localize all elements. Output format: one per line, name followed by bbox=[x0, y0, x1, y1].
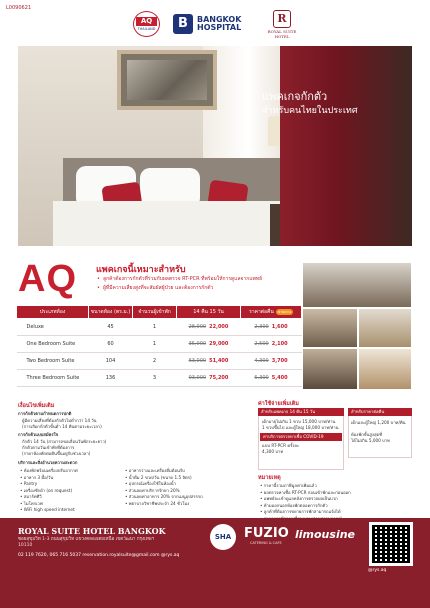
col-guests: จำนวนผู้เข้าพัก bbox=[133, 306, 177, 319]
service-item: • สมาร์ททีวี bbox=[20, 494, 42, 499]
food-photo bbox=[358, 308, 412, 348]
new-price: 3,700 bbox=[271, 358, 288, 364]
room-name: Three Bedroom Suite bbox=[17, 370, 89, 387]
col-size: ขนาดห้อง (ตร.ม.) bbox=[89, 306, 133, 319]
room-size: 60 bbox=[89, 336, 133, 353]
limousine-logo: limousine bbox=[295, 528, 356, 541]
price-14-nights bbox=[177, 319, 241, 336]
extra-cost-box2-title: สำหรับราคาต่อคืน bbox=[348, 408, 412, 416]
service-item: • ส่วนลดค่าอาหาร 20% จากเมนูอุปสรรรถ bbox=[125, 494, 203, 499]
service-item: • อุปกรณ์เครื่องใช้ในห้องน้ำ bbox=[125, 481, 177, 486]
price-table-header bbox=[17, 306, 302, 319]
note-item: • ผลตรวจหาเชื้อ RT-PCR ก่อนเข้าพักและก่อนออก bbox=[260, 489, 351, 495]
package-heading: แพคเกจนี้เหมาะสำหรับ bbox=[96, 265, 186, 275]
price-row bbox=[17, 353, 302, 370]
dining-photo bbox=[302, 308, 358, 348]
extra-cost-night-line: ได้ไม่เกิน 5,000 บาท bbox=[351, 438, 390, 443]
new-price: 1,600 bbox=[271, 324, 288, 330]
services-heading: บริการและสิ่งอำนวยความสะดวก bbox=[18, 460, 78, 465]
extra-cost-night-line: ห้องพักขั้นสูงสุดที่ bbox=[351, 432, 382, 437]
conditions-sub1: การกักตัวตามกำหนดการปกติ bbox=[18, 411, 72, 416]
new-price: 2,100 bbox=[271, 341, 288, 347]
new-price: 22,000 bbox=[209, 324, 229, 330]
service-item: • ไมโครเวฟ bbox=[20, 500, 43, 506]
extra-cost-line: 1 ขวบขึ้นไป และผู้ใหญ่ 18,000 บาท/ท่าน bbox=[262, 425, 339, 430]
bangkok-hospital-icon: B bbox=[173, 14, 193, 34]
fuzio-logo: FUZIO bbox=[244, 526, 289, 541]
old-price: 28,000 bbox=[188, 324, 207, 330]
old-price: 63,000 bbox=[188, 358, 207, 364]
col-14-nights: 14 คืน 15 วัน bbox=[177, 306, 241, 319]
bh-line1: BANGKOK bbox=[197, 15, 242, 24]
col-per-night-label: ราคาต่อคืน bbox=[249, 309, 274, 315]
conditions-heading: เงื่อนไขเพิ่มเติม bbox=[18, 403, 55, 409]
price-per-night bbox=[241, 319, 302, 336]
service-item: • ห้องพักพร้อมเครื่องปรับอากาศ bbox=[20, 468, 78, 473]
price-14-nights bbox=[177, 370, 241, 387]
notes-heading: หมายเหตุ bbox=[258, 475, 281, 481]
suite-living-photo bbox=[302, 262, 412, 308]
room-name: Deluxe bbox=[17, 319, 89, 336]
old-price: 6,300 bbox=[254, 375, 269, 381]
room-size: 136 bbox=[89, 370, 133, 387]
room-name: One Bedroom Suite bbox=[17, 336, 89, 353]
col-room-type: ประเภทห้อง bbox=[17, 306, 89, 319]
bh-line2: HOSPITAL bbox=[197, 23, 242, 32]
note-item: • ห้ามออกนอกห้องพักตลอดการกักตัว bbox=[260, 502, 328, 508]
old-price: 2,500 bbox=[254, 341, 269, 347]
price-row bbox=[17, 336, 302, 353]
service-item: • น้ำดื่ม 2 ขวด/วัน (ขนาด 1.5 ลิตร) bbox=[125, 474, 192, 480]
conditions-line: (ราคาห้องพักต่อคืนขึ้นอยู่กับช่วงเวลา) bbox=[22, 451, 91, 456]
new-price: 75,200 bbox=[209, 375, 229, 381]
note-item: • ราคานี้รวมภาษีมูลค่าเพิ่มแล้ว bbox=[260, 483, 317, 488]
extra-cost-box1-title: สำหรับแพคเกจ 14 คืน 15 วัน bbox=[258, 408, 344, 416]
room-photo bbox=[302, 348, 358, 390]
room-guests: 1 bbox=[133, 319, 177, 336]
hot-deal-badge: ขายด่วน bbox=[277, 310, 291, 314]
footer-hotel-name: ROYAL SUITE HOTEL BANGKOK bbox=[18, 526, 166, 536]
old-price: 4,300 bbox=[254, 358, 269, 364]
conditions-line: (การเลือกกักตัวขั้นต่ำ 14 คืนตามระยะเวลา) bbox=[22, 424, 102, 429]
rs-line2: HOTEL bbox=[274, 34, 290, 39]
red-curtain-panel bbox=[280, 46, 412, 246]
note-item: • ลูกค้าที่ต้องการขยายการพักสามารถแจ้งได้ bbox=[260, 509, 341, 514]
new-price: 29,000 bbox=[209, 341, 229, 347]
conditions-line: กักตัว 14 วัน (สามารถขอเลื่อนวันพักระยะยาว) bbox=[22, 439, 107, 444]
col-per-night bbox=[241, 306, 302, 319]
covid-test-title: ค่าบริการตรวจหาเชื้อ COVID-19 bbox=[260, 433, 342, 441]
bed bbox=[53, 201, 303, 246]
conditions-sub2: การกักตัวแบบสมัครใจ bbox=[18, 432, 59, 437]
new-price: 51,400 bbox=[209, 358, 229, 364]
royal-suite-crest-icon: R bbox=[273, 10, 291, 28]
room-guests: 1 bbox=[133, 336, 177, 353]
extra-costs-heading: ค่าใช้จ่ายเพิ่มเติม bbox=[258, 401, 299, 407]
price-row bbox=[17, 370, 302, 387]
price-row bbox=[17, 319, 302, 336]
royal-suite-logo-text bbox=[262, 29, 302, 39]
price-per-night bbox=[241, 336, 302, 353]
aq-logo-sub: THAILAND bbox=[137, 27, 156, 31]
logo-bar bbox=[0, 10, 430, 40]
qr-caption: @rys.aq bbox=[368, 568, 387, 573]
extra-cost-line: เด็กอายุไม่เกิน 1 ขวบ 15,000 บาท/ท่าน bbox=[262, 419, 336, 424]
room-size: 45 bbox=[89, 319, 133, 336]
room-photo-collage bbox=[302, 262, 412, 390]
price-per-night bbox=[241, 370, 302, 387]
hero-bedroom-photo bbox=[18, 46, 412, 246]
package-bullet: • ผู้ที่มีความเสี่ยงสูงที่จะสัมผัสผู้ป่วย และต้องการกักตัว bbox=[103, 285, 213, 292]
price-per-night bbox=[241, 353, 302, 370]
new-price: 5,400 bbox=[271, 375, 288, 381]
service-item: • พยาบาลวิชาชีพประจำ 24 ชั่วโมง bbox=[125, 500, 190, 506]
extra-cost-night-line: เด็กและผู้ใหญ่ 1,200 บาท/คืน bbox=[351, 420, 406, 425]
sha-certification-logo: SHA bbox=[210, 524, 236, 550]
room-guests: 2 bbox=[133, 353, 177, 370]
aq-thailand-logo bbox=[133, 11, 160, 37]
rs-line1: ROYAL SUITE bbox=[267, 29, 297, 34]
price-table bbox=[16, 305, 302, 387]
service-item: • อาหารว่างและเครื่องดื่มต้อนรับ bbox=[125, 468, 185, 473]
fuzio-sub: CATERING & CAFE bbox=[250, 541, 282, 545]
price-14-nights bbox=[177, 353, 241, 370]
service-item: • ส่วนลดค่าบริการรักษา 20% bbox=[125, 487, 180, 493]
service-item: • Pantry bbox=[20, 481, 38, 486]
aq-logo-text: AQ bbox=[136, 17, 157, 26]
covid-test-price: 4,300 บาท bbox=[262, 449, 284, 454]
conditions-line: กักตัวตามวันเข้าพักที่ต้องการ bbox=[22, 445, 75, 450]
conditions-line: ผู้มีความเสี่ยงที่ต้องกักตัวไม่ต่ำกว่า 14 วัน bbox=[22, 418, 97, 423]
price-14-nights bbox=[177, 336, 241, 353]
footer-address: ซอยสุขุมวิท 1-3 ถนนสุขุมวิท แขวงคลองเตยเหนือ เขตวัฒนา กรุงเทพฯ 10110 bbox=[18, 537, 155, 548]
old-price: 35,000 bbox=[188, 341, 207, 347]
package-bullet: • ลูกค้าต้องการกักตัวที่ร่วมกับผลตรวจ RT-PCR ที่พร้อมให้การดูแลจากแพทย์ bbox=[103, 276, 262, 283]
old-price: 2,300 bbox=[254, 324, 269, 330]
document-code: L0090621 bbox=[6, 5, 32, 11]
service-item: • อาหาร 3 มื้อ/วัน bbox=[20, 474, 54, 480]
wall-painting bbox=[117, 50, 217, 110]
service-item: • เครื่องซักผ้า (on request) bbox=[20, 487, 73, 493]
room-guests: 3 bbox=[133, 370, 177, 387]
hero-subtitle: สำหรับคนไทยในประเทศ bbox=[262, 106, 358, 116]
meal-photo bbox=[358, 348, 412, 390]
bangkok-hospital-logo-text bbox=[197, 16, 241, 32]
note-item: • แพทย์จะเข้าดูแลหลังการตรวจผลเป็นบวก bbox=[260, 496, 338, 501]
aq-big-label: AQ bbox=[18, 258, 77, 300]
service-item: • WiFi high speed internet bbox=[20, 507, 75, 512]
room-size: 104 bbox=[89, 353, 133, 370]
room-name: Two Bedroom Suite bbox=[17, 353, 89, 370]
hero-title: แพคเกจกักตัว bbox=[262, 90, 328, 103]
covid-test-line: แบบ RT-PCR ครั้งละ bbox=[262, 443, 300, 448]
old-price: 93,000 bbox=[188, 375, 207, 381]
footer-contact: 02 119 7620, 065 716 5037 reservation.royalsuite@gmail.com @rys.aq bbox=[18, 553, 180, 558]
qr-code-icon[interactable] bbox=[369, 522, 413, 566]
